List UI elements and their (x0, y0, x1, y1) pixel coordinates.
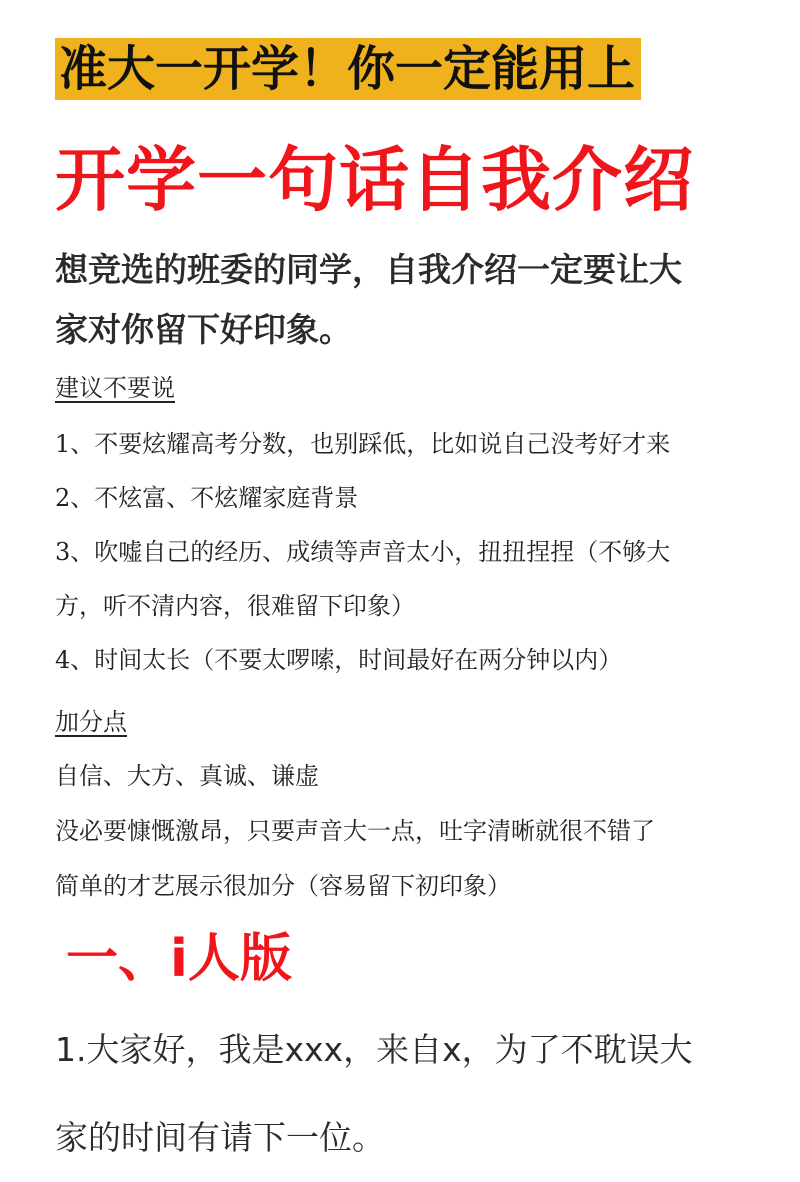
list-item: 方，听不清内容，很难留下印象） (55, 592, 415, 620)
main-title: 开学一句话自我介绍 (55, 139, 694, 221)
example-paragraph (55, 1006, 755, 1182)
intro-paragraph (55, 240, 755, 360)
intro-line: 家对你留下好印象。 (55, 310, 352, 349)
intro-line: 想竞选的班委的同学，自我介绍一定要让大 (55, 250, 682, 289)
list-item: 1、不要炫耀高考分数，也别踩低，比如说自己没考好才来 (55, 430, 671, 458)
list-item: 没必要慷慨激昂，只要声音大一点，吐字清晰就很不错了 (55, 817, 655, 845)
example-line: 1.大家好，我是xxx，来自x，为了不耽误大 (55, 1030, 693, 1069)
highlight-banner (55, 38, 641, 100)
list-item: 3、吹嘘自己的经历、成绩等声音太小，扭扭捏捏（不够大 (55, 538, 671, 566)
dont-say-label: 建议不要说 (55, 374, 175, 402)
plus-points-label: 加分点 (55, 708, 127, 736)
list-item: 4、时间太长（不要太啰嗦，时间最好在两分钟以内） (55, 646, 623, 674)
highlight-title: 准大一开学！你一定能用上 (55, 38, 641, 100)
plus-points-list (55, 749, 765, 914)
list-item: 自信、大方、真诚、谦虚 (55, 762, 319, 790)
list-item: 2、不炫富、不炫耀家庭背景 (55, 484, 359, 512)
dont-say-list (55, 417, 765, 687)
example-line: 家的时间有请下一位。 (55, 1118, 385, 1157)
list-item: 简单的才艺展示很加分（容易留下初印象） (55, 872, 511, 900)
section-title-i-person: 一、i人版 (66, 929, 292, 989)
